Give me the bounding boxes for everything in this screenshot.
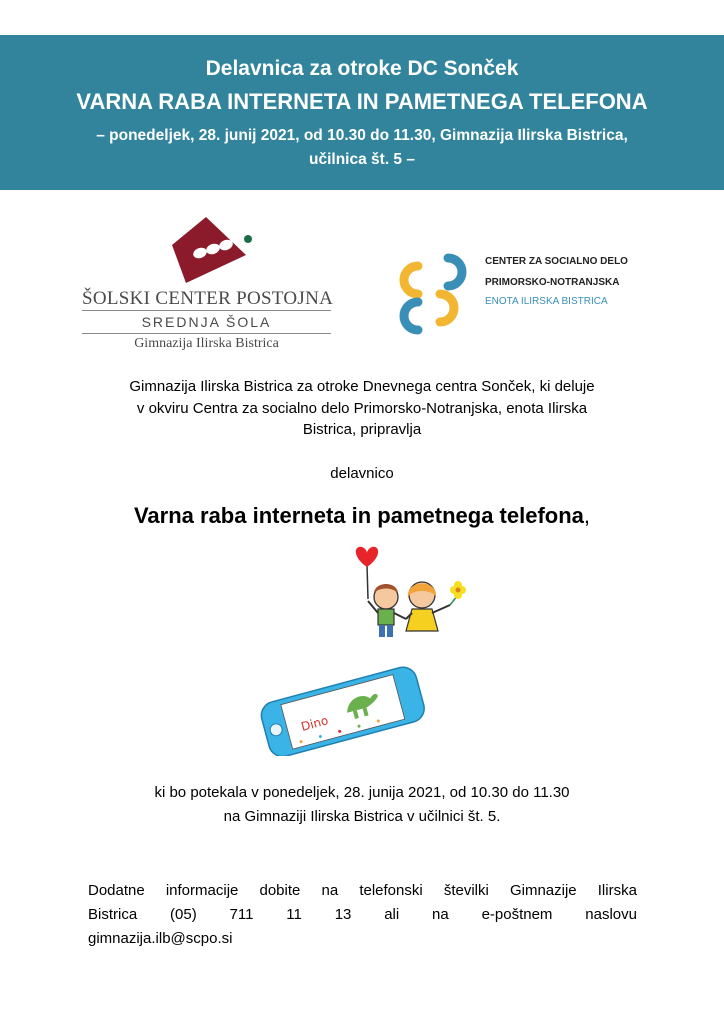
- csd-line2: PRIMORSKO-NOTRANJSKA: [485, 277, 620, 288]
- solski-center-logo: [82, 215, 332, 355]
- event-details-line2: na Gimnaziji Ilirska Bistrica v učilnici št. 5.: [223, 808, 501, 825]
- srednja-sola-label: SREDNJA ŠOLA: [141, 314, 272, 330]
- contact-paragraph: [88, 879, 637, 951]
- children-illustration-icon: [350, 543, 474, 643]
- contact-word: telefonski: [359, 882, 423, 899]
- intro-line2: v okviru Centra za socialno delo Primorsko-Notranjska, enota Ilirska: [136, 399, 588, 417]
- contact-word: dobite: [259, 882, 301, 899]
- smartphone-illustration-icon: [254, 662, 430, 756]
- banner-subtitle: Delavnica za otroke DC Sonček: [205, 57, 519, 80]
- contact-word: Dodatne: [88, 882, 145, 899]
- banner-title: VARNA RABA INTERNETA IN PAMETNEGA TELEFONA: [76, 89, 648, 114]
- event-details: [0, 781, 724, 829]
- banner-details-line2: učilnica št. 5 –: [309, 151, 415, 168]
- intro-line3: Bistrica, pripravlja: [302, 421, 422, 438]
- banner-details-line1: – ponedeljek, 28. junij 2021, od 10.30 do 11.30, Gimnazija Ilirska Bistrica,: [96, 127, 628, 144]
- contact-word: na: [432, 906, 449, 923]
- contact-word: 13: [334, 906, 352, 923]
- contact-line1: [88, 879, 637, 903]
- intro-line1: Gimnazija Ilirska Bistrica za otroke Dnevnega centra Sonček, ki deluje: [129, 378, 595, 395]
- solski-center-emblem-icon: [82, 215, 332, 285]
- contact-word: e-poštnem: [481, 906, 553, 923]
- contact-word: Gimnazije: [509, 882, 577, 899]
- contact-word: Bistrica: [88, 906, 138, 923]
- contact-word: naslovu: [585, 906, 637, 923]
- header-banner: [0, 35, 724, 190]
- contact-word: na: [321, 882, 339, 899]
- phone-dino-text: Dino: [299, 713, 330, 734]
- contact-line2: [88, 903, 637, 927]
- workshop-title-text: Varna raba interneta in pametnega telefona: [133, 503, 584, 528]
- csd-logo: [388, 250, 648, 340]
- contact-word: (05): [170, 906, 197, 923]
- solski-center-name: ŠOLSKI CENTER POSTOJNA: [82, 288, 334, 309]
- contact-word: Ilirska: [597, 882, 637, 899]
- intro-paragraph: [60, 376, 664, 441]
- contact-word: informacije: [165, 882, 239, 899]
- banner-details: [0, 124, 724, 172]
- contact-word: 711: [229, 906, 254, 923]
- contact-word: številki: [443, 882, 489, 899]
- logo-divider: [82, 333, 331, 334]
- contact-word: ali: [384, 906, 400, 923]
- event-details-line1: ki bo potekala v ponedeljek, 28. junija 2021, od 10.30 do 11.30: [154, 784, 570, 801]
- csd-line3: ENOTA ILIRSKA BISTRICA: [485, 296, 608, 307]
- csd-line1: CENTER ZA SOCIALNO DELO: [485, 256, 628, 267]
- gimnazija-label: Gimnazija Ilirska Bistrica: [134, 336, 279, 351]
- workshop-title-comma: ,: [583, 503, 591, 528]
- contact-email[interactable]: gimnazija.ilb@scpo.si: [88, 930, 233, 947]
- workshop-title: [0, 503, 724, 529]
- contact-word: 11: [286, 906, 302, 923]
- csd-emblem-icon: [388, 250, 478, 340]
- workshop-label: delavnico: [330, 465, 394, 482]
- logo-divider: [82, 310, 331, 311]
